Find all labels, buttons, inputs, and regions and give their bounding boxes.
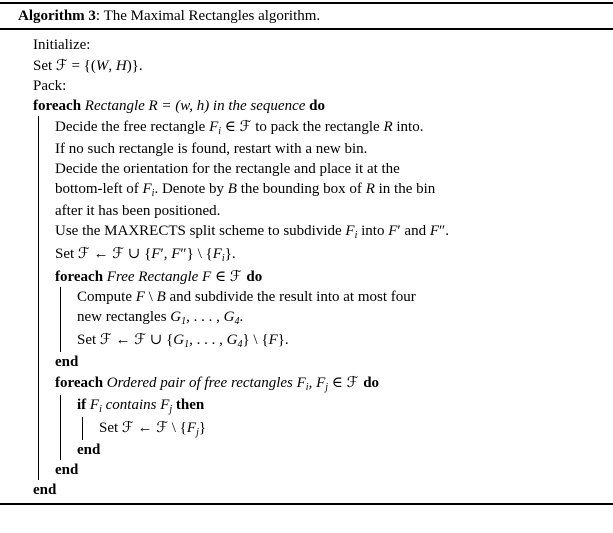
text-segment: ∈ xyxy=(328,375,347,391)
code-text xyxy=(33,35,90,55)
indent-guide xyxy=(38,201,55,221)
text-segment: and subdivide the result into at most four xyxy=(165,289,416,305)
text-segment: B xyxy=(227,181,237,197)
code-text xyxy=(55,201,220,221)
text-segment: ∪ { xyxy=(124,246,152,262)
code-text xyxy=(55,116,423,139)
indent-guide xyxy=(38,307,55,329)
code-line-7 xyxy=(33,159,613,179)
code-text xyxy=(55,266,262,287)
text-segment: Decide the free rectangle xyxy=(55,119,210,135)
code-line-2 xyxy=(33,55,613,76)
indent-guide xyxy=(38,116,55,139)
text-segment: \ { xyxy=(168,420,187,436)
text-segment: ℱ xyxy=(229,267,247,285)
text-segment: ℱ xyxy=(55,56,68,74)
indent-guide xyxy=(60,287,77,307)
text-segment: ℱ xyxy=(77,244,90,262)
bottom-rule xyxy=(0,503,613,505)
code-text xyxy=(77,440,100,460)
text-segment: ″ xyxy=(180,246,187,262)
text-segment: F xyxy=(388,223,398,239)
indent-guide xyxy=(38,179,55,201)
indent-guide xyxy=(38,460,55,480)
text-segment: ← xyxy=(133,420,157,436)
indent-guide xyxy=(60,440,77,460)
indent-guide xyxy=(60,307,77,329)
text-segment: ∈ xyxy=(214,269,230,285)
code-line-10 xyxy=(33,221,613,243)
indent-guide xyxy=(38,287,55,307)
text-segment: ℱ xyxy=(112,244,125,262)
algorithm-box xyxy=(0,2,613,505)
text-segment: Set xyxy=(77,332,100,348)
code-text xyxy=(55,460,78,480)
text-segment: F xyxy=(429,223,439,239)
text-segment: ← xyxy=(111,332,135,348)
text-segment: W xyxy=(95,58,109,74)
text-segment: Rectangle R = (w, h) in the sequence xyxy=(84,98,310,114)
text-segment: F xyxy=(142,181,152,197)
text-segment: }. xyxy=(277,332,289,348)
text-segment: ∪ { xyxy=(146,332,174,348)
indent-guide xyxy=(38,159,55,179)
code-text xyxy=(77,287,416,307)
text-segment: into. xyxy=(392,119,424,135)
code-line-13 xyxy=(33,287,613,307)
text-segment: F xyxy=(171,246,181,262)
text-segment: if xyxy=(77,397,90,413)
text-segment: Set xyxy=(55,246,78,262)
text-segment: foreach xyxy=(33,98,85,114)
text-segment: j xyxy=(169,404,173,415)
code-line-9 xyxy=(33,201,613,221)
text-segment: F xyxy=(186,420,197,436)
text-segment: . xyxy=(239,309,244,325)
text-segment: and xyxy=(400,223,430,239)
text-segment: } xyxy=(198,420,207,436)
text-segment: , xyxy=(108,58,116,74)
text-segment: H xyxy=(115,58,127,74)
text-segment: F xyxy=(89,397,100,413)
code-line-3 xyxy=(33,76,613,96)
algorithm-caption-label: Algorithm 3 xyxy=(18,8,96,24)
text-segment: F xyxy=(345,223,355,239)
indent-guide xyxy=(38,329,55,352)
text-segment: ← xyxy=(89,246,113,262)
text-segment: the bounding box of xyxy=(236,181,366,197)
text-segment: after it has been positioned. xyxy=(55,203,221,219)
algorithm-body xyxy=(0,30,613,500)
indent-guide xyxy=(82,417,99,440)
text-segment: ℱ xyxy=(239,117,252,135)
code-line-20 xyxy=(33,440,613,460)
text-segment: )}. xyxy=(126,58,143,74)
text-segment: i xyxy=(305,382,309,393)
text-segment: end xyxy=(55,462,79,478)
code-text xyxy=(55,179,435,201)
code-line-17 xyxy=(33,372,613,395)
code-line-12 xyxy=(33,266,613,287)
code-text xyxy=(77,395,204,417)
code-text xyxy=(33,76,66,96)
text-segment: do xyxy=(309,98,325,114)
text-segment: . xyxy=(445,223,449,239)
code-line-11 xyxy=(33,243,613,266)
code-line-16 xyxy=(33,352,613,372)
text-segment: Set xyxy=(99,420,122,436)
text-segment: 1 xyxy=(181,316,187,327)
text-segment: bottom-left of xyxy=(55,181,143,197)
code-line-8 xyxy=(33,179,613,201)
code-line-6 xyxy=(33,139,613,159)
text-segment: , xyxy=(163,246,172,262)
text-segment: 4 xyxy=(234,316,240,327)
text-segment: R xyxy=(365,181,375,197)
text-segment: j xyxy=(325,382,329,393)
algorithm-caption-title: : The Maximal Rectangles algorithm. xyxy=(95,8,321,24)
code-line-1 xyxy=(33,35,613,55)
text-segment: i xyxy=(218,126,222,137)
code-text xyxy=(33,96,325,116)
code-text xyxy=(33,55,143,76)
code-text xyxy=(77,307,243,329)
code-line-18 xyxy=(33,395,613,417)
text-segment: Use the MAXRECTS split scheme to subdivide xyxy=(55,223,346,239)
indent-guide xyxy=(38,221,55,243)
text-segment: end xyxy=(33,482,57,498)
code-text xyxy=(77,329,289,352)
text-segment: into xyxy=(357,223,389,239)
text-segment: foreach xyxy=(55,375,107,391)
text-segment: end xyxy=(55,354,79,370)
text-segment: Initialize: xyxy=(33,37,91,53)
text-segment: ℱ xyxy=(156,418,169,436)
text-segment: ′ xyxy=(160,246,164,262)
code-text xyxy=(33,480,56,500)
indent-guide xyxy=(38,372,55,395)
text-segment: . Denote by xyxy=(154,181,228,197)
text-segment: R xyxy=(383,119,393,135)
text-segment: If no such rectangle is found, restart with a new bin. xyxy=(55,141,368,157)
text-segment: ℱ xyxy=(346,373,364,391)
text-segment: ℱ xyxy=(121,418,134,436)
code-text xyxy=(55,159,400,179)
text-segment: Set xyxy=(33,58,56,74)
text-segment: Pack: xyxy=(33,78,67,94)
indent-guide xyxy=(60,417,77,440)
text-segment: ℱ xyxy=(134,330,147,348)
indent-guide xyxy=(38,395,55,417)
text-segment: ′ xyxy=(397,223,401,239)
indent-guide xyxy=(38,352,55,372)
text-segment: i xyxy=(99,404,102,415)
text-segment: Compute xyxy=(77,289,136,305)
text-segment: , F xyxy=(308,375,326,391)
text-segment: ℱ xyxy=(99,330,112,348)
text-segment: F xyxy=(151,246,161,262)
code-text xyxy=(55,352,78,372)
text-segment: ″ xyxy=(439,223,446,239)
indent-guide xyxy=(38,243,55,266)
code-line-14 xyxy=(33,307,613,329)
code-line-21 xyxy=(33,460,613,480)
text-segment: Decide the orientation for the rectangle and place it at the xyxy=(55,161,400,177)
algorithm-caption xyxy=(0,4,613,28)
text-segment: B xyxy=(156,289,166,305)
indent-guide xyxy=(38,417,55,440)
text-segment: i xyxy=(221,253,225,264)
text-segment: \ xyxy=(144,289,157,305)
text-segment: G xyxy=(226,332,238,348)
text-segment: new rectangles xyxy=(77,309,171,325)
text-segment: i xyxy=(151,188,155,199)
text-segment: 4 xyxy=(237,339,243,350)
text-segment: i xyxy=(354,230,358,241)
code-line-15 xyxy=(33,329,613,352)
code-line-22 xyxy=(33,480,613,500)
code-line-19 xyxy=(33,417,613,440)
text-segment: } \ { xyxy=(242,332,269,348)
text-segment: contains F xyxy=(101,397,170,413)
text-segment: = {( xyxy=(67,58,96,74)
text-segment: , . . . , xyxy=(186,309,224,325)
indent-guide xyxy=(38,266,55,287)
text-segment: Ordered pair of free rectangles F xyxy=(106,375,306,391)
text-segment: G xyxy=(173,332,185,348)
code-text xyxy=(55,139,367,159)
text-segment: , . . . , xyxy=(189,332,227,348)
text-segment: }. xyxy=(224,246,236,262)
text-segment: Free Rectangle F xyxy=(106,269,215,285)
indent-guide xyxy=(60,329,77,352)
text-segment: end xyxy=(77,442,101,458)
code-line-5 xyxy=(33,116,613,139)
text-segment: F xyxy=(212,246,222,262)
text-segment: do xyxy=(363,375,380,391)
text-segment: F xyxy=(135,289,145,305)
code-text xyxy=(99,417,206,440)
text-segment: in the bin xyxy=(374,181,436,197)
text-segment: do xyxy=(246,269,263,285)
indent-guide xyxy=(38,440,55,460)
code-text xyxy=(55,243,236,266)
indent-guide xyxy=(60,395,77,417)
text-segment: 1 xyxy=(184,339,190,350)
code-text xyxy=(55,221,449,243)
text-segment: ∈ xyxy=(221,119,240,135)
text-segment: } \ { xyxy=(186,246,213,262)
code-line-4 xyxy=(33,96,613,116)
text-segment: G xyxy=(170,309,182,325)
text-segment: then xyxy=(175,397,205,413)
text-segment: F xyxy=(268,332,278,348)
text-segment: to pack the rectangle xyxy=(251,119,384,135)
text-segment: foreach xyxy=(55,269,107,285)
text-segment: F xyxy=(209,119,219,135)
text-segment: G xyxy=(223,309,235,325)
text-segment: j xyxy=(196,427,199,438)
code-text xyxy=(55,372,379,395)
indent-guide xyxy=(38,139,55,159)
